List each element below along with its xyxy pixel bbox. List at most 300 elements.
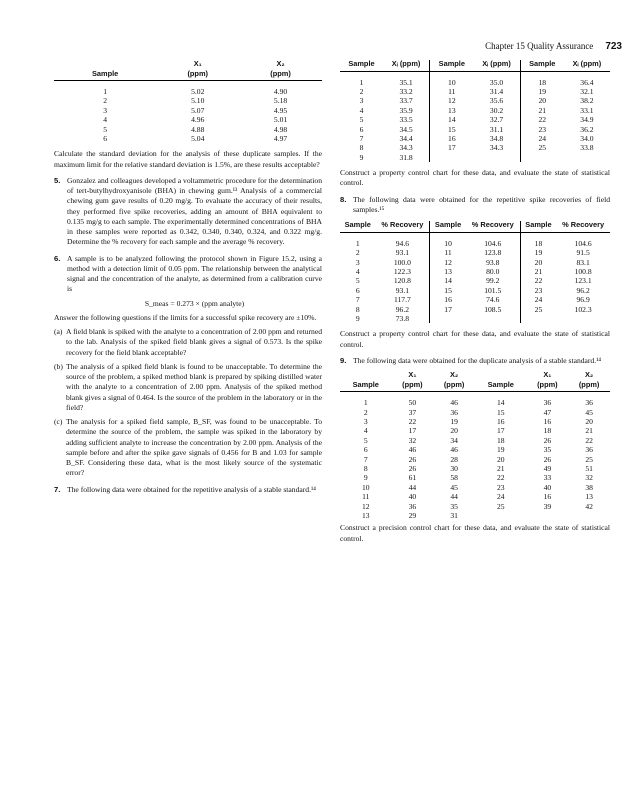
- table-cell: 50: [408, 398, 417, 408]
- table-cell: 34.4: [399, 133, 413, 143]
- table-row: [340, 392, 610, 408]
- table-cell: 4: [103, 115, 108, 125]
- table-cell: 34: [450, 435, 458, 445]
- table-cell: 13: [430, 267, 466, 276]
- table-cell: 46: [450, 445, 458, 455]
- table-cell: 117.7: [393, 295, 411, 305]
- table-cell: 17: [430, 305, 466, 314]
- table-cell: 14: [430, 276, 466, 285]
- table-cell: 123.8: [484, 248, 502, 258]
- table-header: [340, 60, 610, 71]
- subquestion-label: (c): [54, 417, 63, 427]
- table-cell: 9: [355, 313, 360, 323]
- table-row: [340, 248, 610, 257]
- subquestion-text: A field blank is spiked with the analyte to a concentration of 2.00 ppm and returned to the lab. Analysis of the spiked field blank gives a signal of 0.573. Is the spike recovery for the field blank acceptable?: [66, 327, 322, 357]
- table-cell: 35: [543, 445, 552, 455]
- table-cell: 38: [585, 482, 593, 492]
- table-cell: 36: [450, 407, 458, 417]
- table-cell: 8: [363, 463, 368, 473]
- table-cell: 44: [408, 482, 417, 492]
- table-cell: 29: [408, 511, 417, 520]
- table-row: [340, 232, 610, 248]
- table-cell: 5.04: [191, 134, 205, 144]
- table-cell: 9: [359, 152, 364, 162]
- table-cell: 122.3: [393, 266, 411, 276]
- table-cell: 22: [520, 276, 556, 285]
- table-cell: [568, 511, 610, 520]
- col-header: Sample: [340, 60, 383, 71]
- instruction-paragraph: Construct a property control chart for these data, and evaluate the state of statistical control.: [340, 329, 610, 349]
- table-cell: 10: [430, 71, 474, 87]
- table-cell: 34.3: [399, 143, 413, 153]
- table-row: [340, 502, 610, 511]
- col-header: (ppm): [433, 381, 475, 392]
- table-cell: 120.8: [393, 276, 411, 286]
- table-cell: 5.18: [273, 96, 288, 106]
- table-body: [340, 71, 610, 162]
- chapter-label: Chapter 15 Quality Assurance: [485, 41, 594, 51]
- table-row: [340, 473, 610, 482]
- table-cell: 102.3: [574, 304, 592, 314]
- table-cell: 30.2: [489, 105, 504, 115]
- table-cell: 1: [103, 87, 108, 97]
- table-row: [340, 314, 610, 323]
- table-row: [340, 71, 610, 87]
- table-cell: 26: [543, 454, 552, 464]
- table-cell: 11: [430, 248, 466, 257]
- table-cell: 8: [355, 304, 360, 314]
- table-cell: 22: [520, 115, 564, 124]
- table-cell: 4.96: [191, 115, 205, 125]
- table-row: [340, 153, 610, 162]
- table-row: [340, 464, 610, 473]
- table-cell: 34.0: [580, 133, 594, 143]
- problem-number: 8.: [340, 194, 347, 204]
- table-cell: 21: [585, 426, 593, 436]
- table-cell: 31: [450, 511, 458, 520]
- table-cell: 47: [543, 407, 552, 417]
- table-cell: 36: [408, 501, 417, 511]
- table-row: [340, 483, 610, 492]
- table-cell: 5.10: [191, 96, 205, 106]
- table-cell: [466, 314, 520, 323]
- table-cell: 28: [450, 454, 458, 464]
- table-cell: 3: [103, 105, 108, 115]
- table-cell: 7: [355, 295, 360, 305]
- table-cell: 14: [496, 398, 505, 408]
- table-cell: 11: [430, 87, 474, 96]
- left-column: [54, 60, 322, 495]
- table-cell: 26: [408, 463, 417, 473]
- table-cell: 4: [359, 105, 364, 115]
- table-cell: 12: [361, 501, 370, 511]
- table-row: [340, 143, 610, 152]
- table-cell: 58: [450, 473, 458, 483]
- table-body: [340, 232, 610, 323]
- table-cell: 44: [450, 492, 458, 502]
- problem-5: [54, 176, 322, 248]
- table-cell: 39: [543, 501, 552, 511]
- table-cell: 2: [363, 407, 368, 417]
- table-header: [340, 221, 610, 232]
- table-row: [340, 87, 610, 96]
- table-row: [340, 115, 610, 124]
- problem-number: 6.: [54, 253, 61, 263]
- table-cell: 5: [359, 115, 364, 125]
- table-cell: 15: [496, 407, 505, 417]
- duplicate-samples-table: [54, 60, 322, 143]
- col-header: Sample: [430, 60, 474, 71]
- table-row: [340, 455, 610, 464]
- table-cell: 4.97: [273, 134, 288, 144]
- col-header: (ppm): [392, 381, 434, 392]
- table-cell: 36: [585, 398, 593, 408]
- table-row: [340, 106, 610, 115]
- table-cell: 93.1: [395, 285, 410, 295]
- table-cell: [564, 153, 610, 162]
- table-cell: 6: [355, 285, 360, 295]
- table-cell: 33.1: [580, 105, 594, 115]
- table-cell: 30: [450, 463, 458, 473]
- table-cell: 96.2: [395, 304, 410, 314]
- table-cell: 15: [430, 286, 466, 295]
- col-header: X₁: [543, 370, 552, 380]
- table-cell: 22: [408, 416, 417, 426]
- table-cell: 32: [408, 435, 417, 445]
- instruction-paragraph: Construct a precision control chart for these data, and evaluate the state of statistical control.: [340, 523, 610, 543]
- table-cell: 34.9: [580, 115, 594, 125]
- table-cell: 6: [363, 445, 368, 455]
- table-cell: 16: [430, 134, 474, 143]
- table-cell: 40: [543, 482, 552, 492]
- col-header: Sample: [54, 70, 156, 81]
- table-row: [340, 96, 610, 105]
- col-header: % Recovery: [556, 221, 610, 232]
- table-cell: 36: [585, 445, 593, 455]
- table-cell: 20: [585, 416, 593, 426]
- spike-recovery-table: [340, 221, 610, 323]
- table-row: [54, 81, 322, 97]
- table-cell: [520, 153, 564, 162]
- table-cell: 34.5: [399, 124, 413, 134]
- table-row: [54, 96, 322, 105]
- subquestion-a: [54, 327, 322, 358]
- problem-number: 5.: [54, 175, 61, 185]
- table-cell: 24: [496, 492, 505, 502]
- table-cell: 96.2: [576, 285, 590, 295]
- table-cell: 21: [496, 463, 505, 473]
- table-cell: 49: [543, 463, 552, 473]
- table-cell: 40: [408, 492, 417, 502]
- table-cell: [475, 511, 527, 520]
- problem-number: 9.: [340, 355, 347, 365]
- table-cell: 36.2: [580, 124, 594, 134]
- table-cell: 20: [520, 96, 564, 105]
- table-cell: 104.6: [574, 238, 592, 248]
- table-cell: 7: [359, 133, 364, 143]
- table-cell: 16: [430, 295, 466, 304]
- table-cell: [556, 314, 610, 323]
- col-header: Sample: [340, 221, 375, 232]
- table-row: [340, 436, 610, 445]
- table-cell: 34.8: [489, 133, 504, 143]
- table-cell: [430, 314, 466, 323]
- table-cell: 20: [520, 258, 556, 267]
- problem-text: The following data were obtained for the repetitive spike recoveries of field samples.¹⁵: [353, 194, 610, 214]
- table-cell: 1: [363, 398, 368, 408]
- table-cell: 6: [103, 134, 108, 144]
- subquestion-b: [54, 362, 322, 413]
- table-cell: 19: [450, 416, 458, 426]
- table-cell: 32.1: [580, 86, 594, 96]
- table-cell: 5: [363, 435, 368, 445]
- table-cell: 31.8: [399, 152, 413, 162]
- table-cell: 35.6: [489, 96, 504, 106]
- table-cell: 35.9: [399, 105, 413, 115]
- table-cell: 94.6: [395, 238, 410, 248]
- table-cell: 19: [496, 445, 505, 455]
- col-header: X₂: [276, 59, 285, 68]
- table-cell: 20: [496, 454, 505, 464]
- problem-number: 7.: [54, 484, 61, 494]
- table-cell: 99.2: [486, 276, 500, 286]
- table-row: [340, 295, 610, 304]
- table-cell: 13: [430, 106, 474, 115]
- table-cell: 61: [408, 473, 417, 483]
- equation: S_meas = 0.273 × (ppm analyte): [144, 298, 245, 308]
- table-cell: 34.3: [489, 143, 504, 153]
- col-header: Sample: [520, 221, 556, 232]
- col-header: X₂: [450, 370, 459, 380]
- table-cell: 11: [362, 492, 370, 502]
- table-cell: [527, 511, 569, 520]
- table-cell: 73.8: [395, 313, 410, 323]
- repetitive-analysis-table: [340, 60, 610, 162]
- col-header: (ppm): [527, 381, 569, 392]
- table-cell: 10: [361, 482, 370, 492]
- table-cell: 35: [450, 501, 458, 511]
- table-cell: 3: [355, 257, 360, 267]
- problem-text: A sample is to be analyzed following the protocol shown in Figure 15.2, using a method with a detection limit of 0.05 ppm. The relationship between the analytical signal and the concentration of the analyte, as determined from a calibration curve is: [67, 253, 322, 294]
- table-row: [340, 492, 610, 501]
- table-row: [54, 134, 322, 143]
- table-cell: 4.88: [191, 124, 205, 134]
- table-cell: 96.9: [576, 295, 590, 305]
- table-cell: 19: [520, 87, 564, 96]
- table-cell: 46: [450, 398, 458, 408]
- table-cell: 32: [585, 473, 593, 483]
- table-cell: 12: [430, 258, 466, 267]
- table-cell: 51: [585, 463, 593, 473]
- table-row: [340, 305, 610, 314]
- answer-intro: Answer the following questions if the limits for a successful spike recovery are ±10%.: [54, 312, 317, 322]
- col-header: (ppm): [239, 70, 322, 81]
- table-row: [340, 408, 610, 417]
- table-row: [340, 445, 610, 454]
- table-cell: 21: [520, 267, 556, 276]
- table-cell: 100.0: [393, 257, 411, 267]
- table-cell: 18: [520, 232, 556, 248]
- table-cell: 104.6: [484, 238, 502, 248]
- table-cell: 101.5: [484, 285, 502, 295]
- table-row: [340, 125, 610, 134]
- table-cell: 12: [430, 96, 474, 105]
- table-row: [340, 134, 610, 143]
- table-cell: 15: [430, 125, 474, 134]
- table-cell: 19: [520, 248, 556, 257]
- table-cell: 35.0: [489, 77, 504, 87]
- table-cell: 4: [355, 266, 360, 276]
- table-cell: 91.5: [576, 248, 590, 258]
- table-cell: 17: [430, 143, 474, 152]
- subquestion-c: [54, 417, 322, 479]
- table-cell: [473, 153, 520, 162]
- table-cell: 108.5: [484, 304, 502, 314]
- duplicate-analysis-table: [340, 371, 610, 520]
- table-cell: 93.1: [395, 248, 410, 258]
- table-cell: 2: [103, 96, 108, 106]
- table-row: [54, 125, 322, 134]
- table-cell: 5: [103, 124, 108, 134]
- table-cell: 4.95: [273, 105, 288, 115]
- table-cell: 14: [430, 115, 474, 124]
- table-cell: 83.1: [576, 257, 590, 267]
- col-header: Xᵢ (ppm): [383, 60, 430, 71]
- problem-7: [54, 485, 322, 495]
- table-row: [340, 258, 610, 267]
- col-header: (ppm): [568, 381, 610, 392]
- col-header: Sample: [520, 60, 564, 71]
- table-cell: 93.8: [486, 257, 500, 267]
- table-cell: 42: [585, 501, 593, 511]
- table-row: [340, 267, 610, 276]
- problem-text: The following data were obtained for the duplicate analysis of a stable standard.¹⁴: [353, 355, 602, 365]
- col-header: % Recovery: [466, 221, 520, 232]
- table-row: [54, 106, 322, 115]
- table-cell: 36: [543, 398, 552, 408]
- table-cell: 20: [450, 426, 458, 436]
- table-header-line2: [54, 70, 322, 81]
- table-cell: 5: [355, 276, 360, 286]
- table-cell: 13: [585, 492, 593, 502]
- table-cell: 26: [408, 454, 417, 464]
- col-header: Xᵢ (ppm): [564, 60, 610, 71]
- subquestion-text: The analysis of a spiked field blank is found to be unacceptable. To determine the source of the problem, a spiked method blank is prepared by spiking distilled water with the analyte to a concentration of 2.00 ppm. Analysis of the spiked method blank gives a signal of 0.464. Is the source of the problem in the laboratory or in the field?: [66, 361, 322, 412]
- col-header: % Recovery: [375, 221, 429, 232]
- table-cell: 45: [585, 407, 593, 417]
- table-cell: 22: [496, 473, 505, 483]
- table-cell: 24: [520, 295, 556, 304]
- table-cell: 26: [543, 435, 552, 445]
- table-cell: 18: [520, 71, 564, 87]
- table-cell: 33.2: [399, 86, 413, 96]
- table-cell: [430, 153, 474, 162]
- table-cell: 17: [408, 426, 417, 436]
- table-cell: 25: [520, 143, 564, 152]
- table-cell: 33.8: [580, 143, 594, 153]
- subquestion-label: (b): [54, 361, 63, 371]
- table-cell: 46: [408, 445, 417, 455]
- instruction-paragraph: Construct a property control chart for these data, and evaluate the state of statistical control.: [340, 168, 610, 188]
- table-cell: 23: [496, 482, 505, 492]
- table-cell: 123.1: [574, 276, 592, 286]
- table-cell: 25: [520, 305, 556, 314]
- table-cell: 33.5: [399, 115, 413, 125]
- table-cell: 24: [520, 134, 564, 143]
- table-cell: 16: [496, 416, 505, 426]
- subquestion-text: The analysis for a spiked field sample, B_SF, was found to be unacceptable. To determine the source of the problem, the sample was spiked in the laboratory by adding sufficient analyte to increase the concentration by 2.00 ppm. Analysis of the sample before and after the spike gave signals of 0.456 for B and 1.03 for sample B_SF. Considering these data, what is the most likely source of the systematic error?: [66, 417, 322, 478]
- col-header: X₂: [585, 370, 594, 380]
- table-cell: 4.90: [273, 87, 288, 97]
- table-cell: 80.0: [486, 266, 500, 276]
- table-cell: 6: [359, 124, 364, 134]
- table-cell: 18: [496, 435, 505, 445]
- table-cell: 16: [543, 416, 552, 426]
- table-cell: 25: [496, 501, 505, 511]
- table-cell: 13: [361, 511, 370, 520]
- table-cell: 4.98: [273, 124, 288, 134]
- table-cell: 17: [496, 426, 505, 436]
- problem-text: Gonzalez and colleagues developed a voltammetric procedure for the determination of tert-butylhydroxyanisole (BHA) in chewing gum.¹³ Analysis of a commercial chewing gum gave results of 0.20 mg/g. To evaluate the accuracy of their results, they performed five spike recoveries, adding an amount of BHA equivalent to 0.135 mg/g to each sample. The experimentally determined concentrations of BHA in these samples were reported as 0.342, 0.340, 0.340, 0.324, and 0.322 mg/g. Determine the % recovery for each sample and the average % recovery.: [67, 175, 322, 247]
- table-cell: 3: [363, 416, 368, 426]
- table-cell: 23: [520, 286, 556, 295]
- subquestion-label: (a): [54, 327, 63, 337]
- table-cell: 21: [520, 106, 564, 115]
- table-cell: 9: [363, 473, 368, 483]
- problem-text: The following data were obtained for the repetitive analysis of a stable standard.¹⁴: [67, 484, 316, 494]
- page-header: [485, 40, 622, 54]
- table-cell: 7: [363, 454, 368, 464]
- col-header: X₁: [193, 59, 202, 68]
- col-header: X₁: [408, 370, 417, 380]
- table-cell: 5.02: [191, 87, 205, 97]
- table-cell: 16: [543, 492, 552, 502]
- table-cell: 5.01: [273, 115, 288, 125]
- table-cell: 1: [355, 238, 360, 248]
- table-cell: 2: [355, 248, 360, 258]
- col-header: Sample: [475, 381, 527, 392]
- table-cell: 5.07: [191, 105, 205, 115]
- problem-9: [340, 356, 610, 366]
- col-header: Sample: [340, 381, 392, 392]
- table-cell: 2: [359, 86, 364, 96]
- table-cell: 31.1: [489, 124, 504, 134]
- table-cell: 31.4: [489, 86, 504, 96]
- table-row: [340, 286, 610, 295]
- table-cell: 3: [359, 96, 364, 106]
- table-cell: 33.7: [399, 96, 413, 106]
- problem-8: [340, 195, 610, 216]
- table-cell: 4: [363, 426, 368, 436]
- table-cell: 100.8: [574, 266, 592, 276]
- table-cell: 32.7: [489, 115, 504, 125]
- right-column: [340, 60, 610, 544]
- table-row: [340, 276, 610, 285]
- table-cell: 74.6: [486, 295, 500, 305]
- col-header: (ppm): [156, 70, 239, 81]
- table-header-line1: [340, 371, 610, 381]
- intro-paragraph: Calculate the standard deviation for the analysis of these duplicate samples. If the maximum limit for the relative standard deviation is 1.5%, are these results acceptable?: [54, 149, 322, 169]
- table-cell: 8: [359, 143, 364, 153]
- page-number: 723: [605, 41, 622, 52]
- table-cell: 18: [543, 426, 552, 436]
- table-header-line2: [340, 381, 610, 392]
- table-row: [340, 426, 610, 435]
- table-cell: 1: [359, 77, 364, 87]
- col-header: Sample: [430, 221, 466, 232]
- col-header: Xᵢ (ppm): [473, 60, 520, 71]
- table-cell: 23: [520, 125, 564, 134]
